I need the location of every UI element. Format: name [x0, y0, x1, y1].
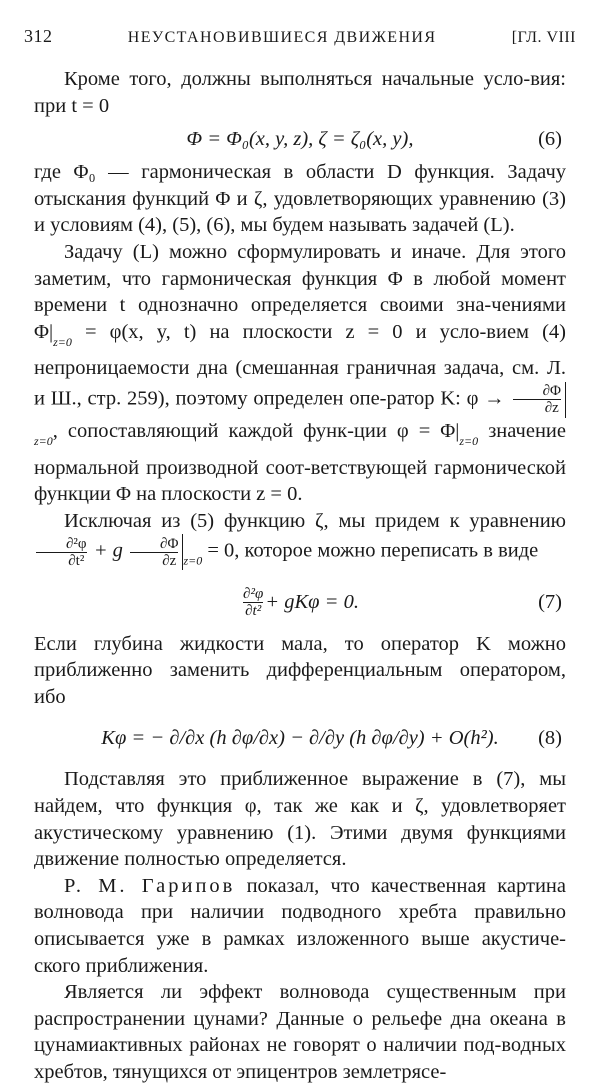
page-body [34, 66, 566, 1086]
garipov-text: показал, что качественная картина волновода при наличии подводного хребта правильно описывается уже в рамках изложенного выше акустиче-ского приближения. [34, 874, 566, 977]
equation-6-number: (6) [538, 127, 562, 150]
fraction-denominator: ∂z [544, 400, 559, 417]
chapter-label: [ГЛ. VIII [511, 29, 576, 46]
fraction-denominator: ∂z [162, 552, 177, 569]
fraction-d2phi-dt2 [36, 536, 87, 569]
page-header [24, 26, 576, 47]
fraction-d2phi-dt2 [243, 586, 263, 619]
paragraph-initial-conditions: Кроме того, должны выполняться начальные усло-вия: при t = 0 [34, 68, 566, 117]
paragraph-operator-K [34, 239, 566, 508]
paragraph-garipov [34, 873, 566, 979]
subscript-z0: z=0 [459, 433, 479, 448]
fraction-dPhi-dz [513, 383, 561, 416]
equation-7-number: (7) [538, 591, 562, 614]
fraction-denominator: ∂t² [68, 552, 85, 569]
fraction-dPhi-dz [130, 536, 178, 569]
g-term: + g [93, 540, 123, 563]
author-name: Р. М. Гарипов [64, 874, 236, 897]
equation-6-body: Φ = Φ₀(x, y, z), ζ = ζ₀(x, y), [186, 127, 414, 150]
eliminate-text: Исключая из (5) функцию ζ, мы придем к уравнению [64, 509, 566, 532]
equation-7-tail: + gKφ = 0. [265, 591, 359, 614]
paragraph-shallow-water: Если глубина жидкости мала, то оператор K можно приближенно заменить дифференциальным оператором, ибо [34, 632, 566, 708]
operator-text-2: = φ(x, y, t) на плоскости z = 0 и усло-вием (4) непроницаемости дна (смешанная граничная задача, см. Л. и Ш., стр. 259), поэтому определен опе-ратор K: φ → [34, 320, 567, 410]
equation-7 [34, 575, 566, 631]
subscript-z0: z=0 [183, 554, 203, 569]
paragraph-acoustic-equation: Подставляя это приближенное выражение в (7), мы найдем, что функция φ, так же как и ζ, удовлетворяет акустическому уравнению (1). Этими двумя функциями движение полностью определяется. [34, 768, 566, 871]
paragraph-problem-L: где Φ₀ — гармоническая в области D функция. Задачу отыскания функций Φ и ζ, удовлетворяющих уравнению (3) и условиям (4), (5), (6), мы будем называть задачей (L). [34, 161, 566, 237]
running-title: НЕУСТАНОВИВШИЕСЯ ДВИЖЕНИЯ [127, 29, 437, 46]
operator-text-4: значение нормальной производной соот-ветствующей гармонической функции Φ на плоскости z = 0. [34, 419, 566, 506]
paragraph-tsunami-waveguide: Является ли эффект волновода существенным при распространении цунами? Данные о рельефе дна океана в цунамиактивных районах не говорят о наличии под-водных хребтов, тянущихся от эпицентров землетрясе- [34, 981, 566, 1083]
fraction-numerator: ∂Φ [160, 535, 179, 552]
equation-6 [34, 119, 566, 159]
fraction-denominator: ∂t² [245, 603, 262, 620]
paragraph-eliminate-zeta [34, 508, 566, 575]
equation-8 [34, 710, 566, 766]
equation-8-number: (8) [538, 726, 562, 749]
rewrite-text: = 0, которое можно переписать в виде [207, 540, 539, 563]
equation-8-body: Kφ = − ∂/∂x (h ∂φ/∂x) − ∂/∂y (h ∂φ/∂y) + O(h²). [101, 726, 499, 749]
fraction-numerator: ∂²φ [243, 586, 264, 603]
page-number: 312 [24, 26, 53, 46]
subscript-z0: z=0 [53, 334, 72, 349]
fraction-numerator: ∂Φ [542, 383, 561, 400]
subscript-z0: z=0 [34, 433, 53, 448]
fraction-numerator: ∂²φ [66, 535, 87, 552]
operator-text-1: Задачу (L) можно сформулировать и иначе. Для этого заметим, что гармоническая функция Φ в любой момент времени t однозначно определяется своими зна-чениями Φ| [34, 240, 566, 343]
operator-text-3: , сопоставляющий каждой функ-ции φ = Φ| [52, 419, 460, 442]
